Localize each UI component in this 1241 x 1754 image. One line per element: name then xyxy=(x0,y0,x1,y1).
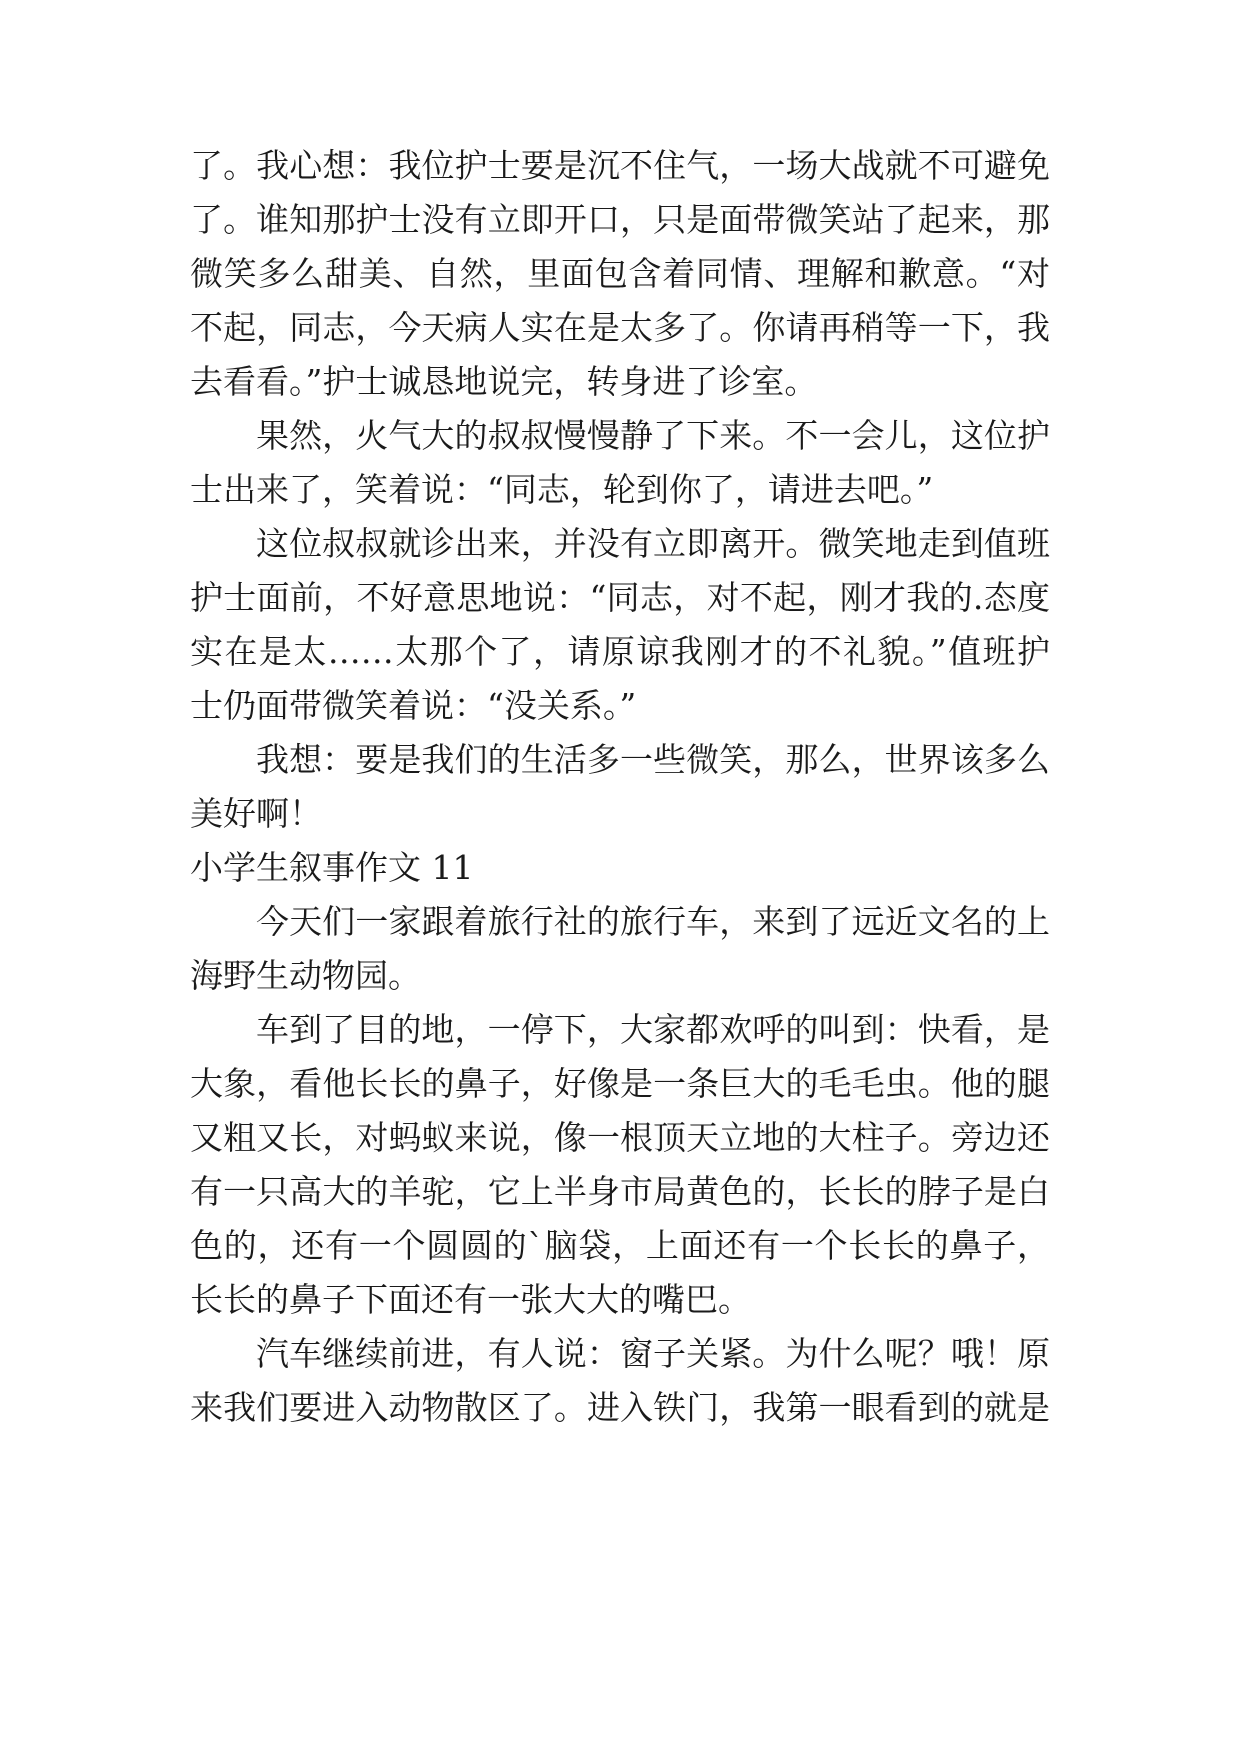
paragraph-line: 果然，火气大的叔叔慢慢静了下来。不一会儿，这位护 xyxy=(256,416,1050,455)
paragraph-line: 了。谁知那护士没有立即开口，只是面带微笑站了起来，那 xyxy=(190,200,1050,239)
paragraph-line: 这位叔叔就诊出来，并没有立即离开。微笑地走到值班 xyxy=(256,524,1050,563)
paragraph-line: 护士面前，不好意思地说：“同志，对不起，刚才我的.态度 xyxy=(190,578,1050,617)
paragraph-line: 海野生动物园。 xyxy=(190,956,421,995)
paragraph-line: 色的，还有一个圆圆的`脑袋，上面还有一个长长的鼻子， xyxy=(190,1226,1050,1265)
paragraph-line: 士出来了，笑着说：“同志，轮到你了，请进去吧。” xyxy=(190,470,934,509)
paragraph-line: 了。我心想：我位护士要是沉不住气，一场大战就不可避免 xyxy=(190,146,1050,185)
paragraph-line: 士仍面带微笑着说：“没关系。” xyxy=(190,686,637,725)
paragraph-line: 不起，同志，今天病人实在是太多了。你请再稍等一下，我 xyxy=(190,308,1050,347)
paragraph-line: 来我们要进入动物散区了。进入铁门，我第一眼看到的就是 xyxy=(190,1388,1050,1427)
paragraph-line: 实在是太……太那个了，请原谅我刚才的不礼貌。”值班护 xyxy=(190,632,1050,671)
paragraph-line: 长长的鼻子下面还有一张大大的嘴巴。 xyxy=(190,1280,751,1319)
paragraph-line: 汽车继续前进，有人说：窗子关紧。为什么呢？哦！原 xyxy=(256,1334,1050,1373)
paragraph-line: 有一只高大的羊驼，它上半身市局黄色的，长长的脖子是白 xyxy=(190,1172,1050,1211)
paragraph-line: 大象，看他长长的鼻子，好像是一条巨大的毛毛虫。他的腿 xyxy=(190,1064,1050,1103)
paragraph-line: 我想：要是我们的生活多一些微笑，那么，世界该多么 xyxy=(256,740,1050,779)
section-heading: 小学生叙事作文 11 xyxy=(190,848,474,887)
paragraph-line: 车到了目的地，一停下，大家都欢呼的叫到：快看，是 xyxy=(256,1010,1050,1049)
paragraph-line: 今天们一家跟着旅行社的旅行车，来到了远近文名的上 xyxy=(256,902,1050,941)
paragraph-line: 去看看。”护士诚恳地说完，转身进了诊室。 xyxy=(190,362,818,401)
paragraph-line: 美好啊！ xyxy=(190,794,322,833)
paragraph-line: 又粗又长，对蚂蚁来说，像一根顶天立地的大柱子。旁边还 xyxy=(190,1118,1050,1157)
paragraph-line: 微笑多么甜美、自然，里面包含着同情、理解和歉意。“对 xyxy=(190,254,1050,293)
